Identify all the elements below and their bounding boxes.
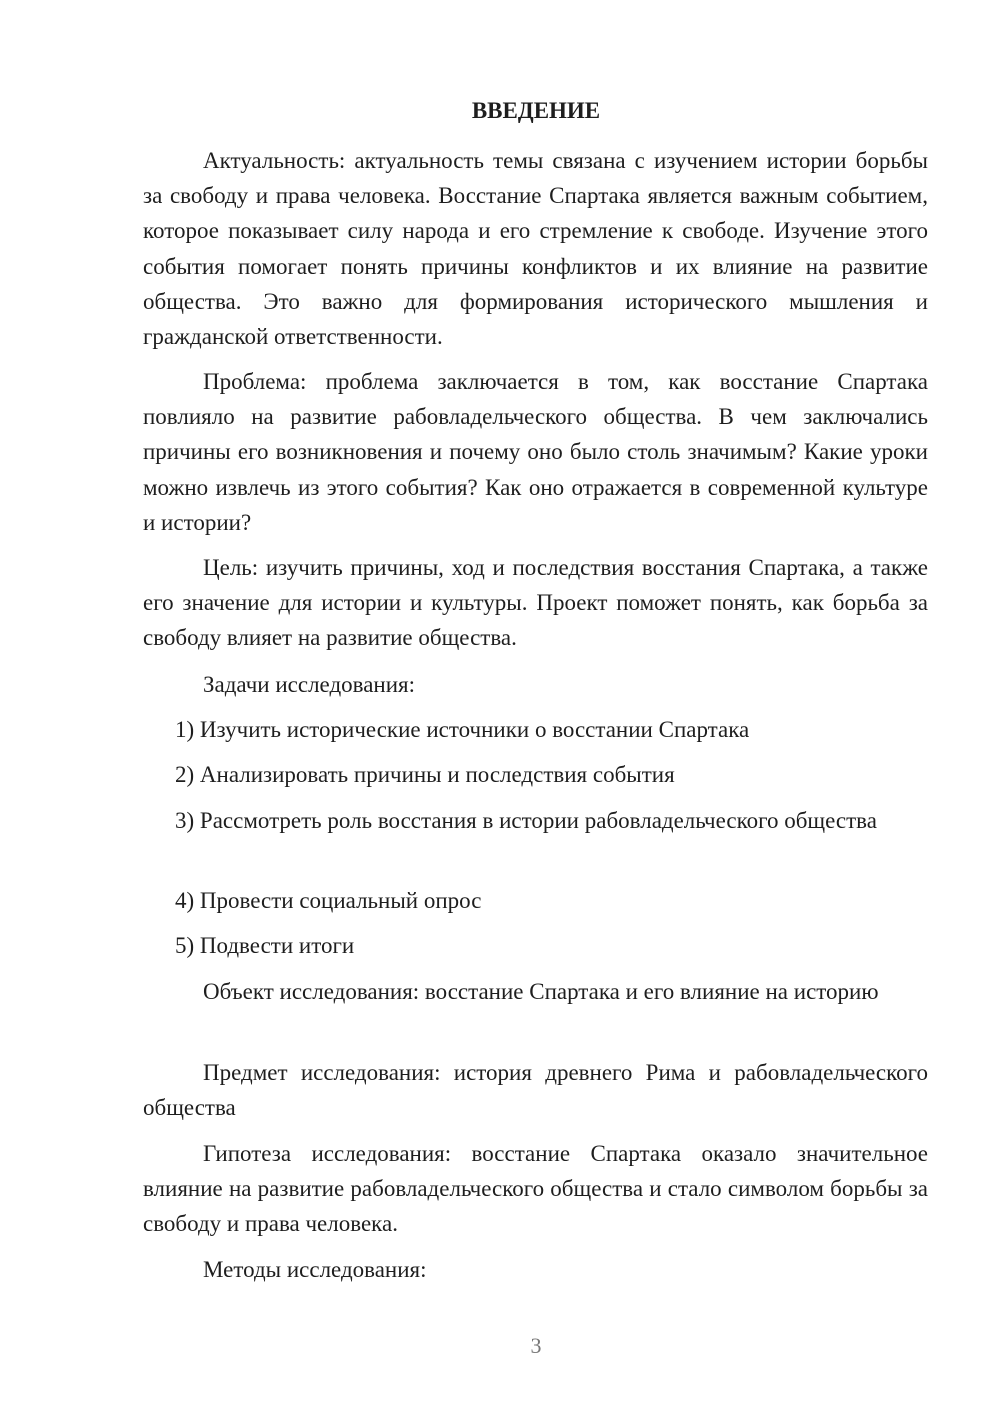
tasks-heading: Задачи исследования: [203, 672, 416, 697]
problem-paragraph: Проблема: проблема заключается в том, как восстание Спартака повлияло на развитие рабовладельческого общества. В чем заключались причины его возникновения и почему оно было столь значимым? Какие уроки можно извлечь из этого события? Как оно отражается в современной культуре и истории? [143, 369, 928, 535]
relevance-paragraph: Актуальность: актуальность темы связана с изучением истории борьбы за свободу и права человека. Восстание Спартака является важным событием, которое показывает силу народа и его стремление к свободе. Изучение этого события помогает понять причины конфликтов и их влияние на развитие общества. Это важно для формирования исторического мышления и гражданской ответственности. [143, 148, 928, 350]
hypothesis-paragraph: Гипотеза исследования: восстание Спартака оказало значительное влияние на развитие рабовладельческого общества и стало символом борьбы за свободу и права человека. [143, 1141, 928, 1237]
task-item-4: 4) Провести социальный опрос [175, 888, 482, 913]
page-number: 3 [530, 1333, 542, 1358]
subject-paragraph: Предмет исследования: история древнего Рима и рабовладельческого общества [143, 1060, 928, 1121]
section-heading: ВВЕДЕНИЕ [471, 98, 601, 123]
object-paragraph: Объект исследования: восстание Спартака и его влияние на историю [203, 979, 879, 1004]
task-item-1: 1) Изучить исторические источники о восстании Спартака [175, 717, 750, 742]
task-item-2: 2) Анализировать причины и последствия события [175, 762, 675, 787]
task-item-5: 5) Подвести итоги [175, 933, 355, 958]
goal-paragraph: Цель: изучить причины, ход и последствия восстания Спартака, а также его значение для истории и культуры. Проект поможет понять, как борьба за свободу влияет на развитие общества. [143, 555, 928, 651]
methods-heading: Методы исследования: [203, 1257, 427, 1282]
task-item-3: 3) Рассмотреть роль восстания в истории рабовладельческого общества [175, 808, 877, 833]
